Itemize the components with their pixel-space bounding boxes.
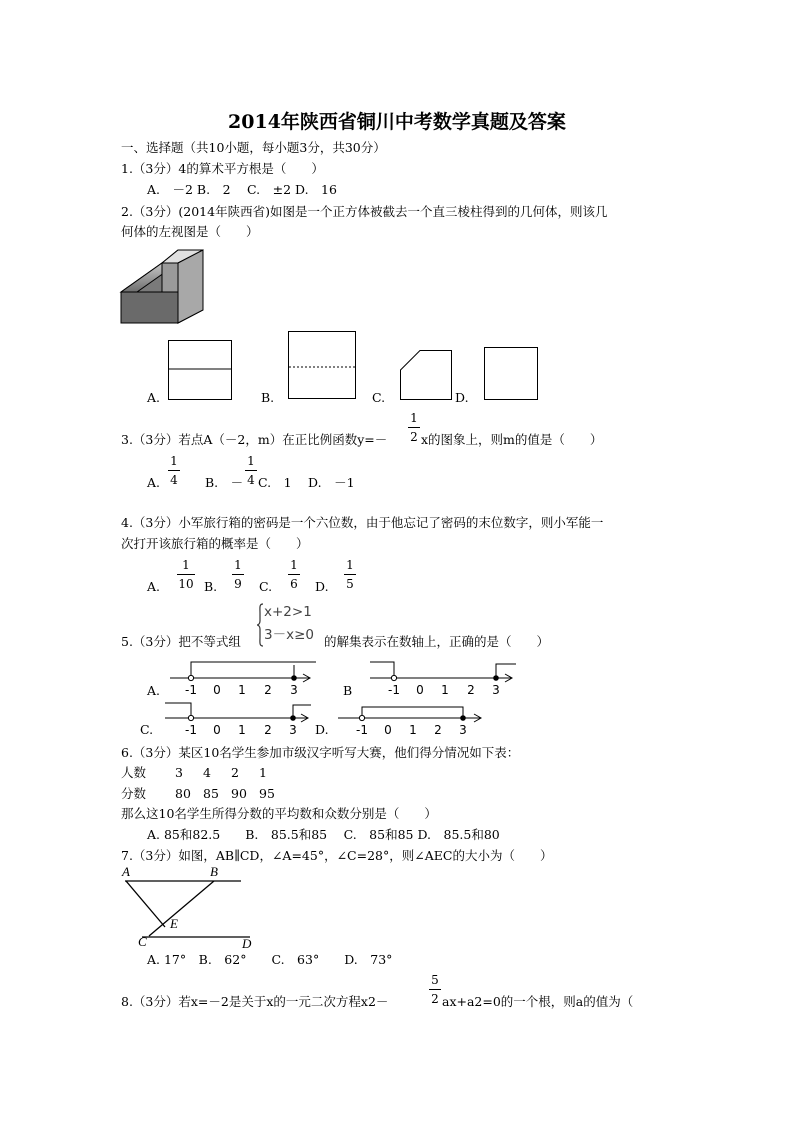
q2-option-d-figure: [484, 347, 538, 400]
q5-option-b-label: B: [343, 683, 353, 698]
q3-option-a-label: A.: [147, 475, 161, 490]
q4-option-c-bar: [288, 574, 300, 575]
q4-option-d-denominator: 5: [346, 577, 354, 591]
tick-label: 3: [289, 723, 297, 737]
point-label: C: [138, 934, 147, 949]
q3-option-a-denominator: 4: [170, 473, 178, 487]
q1-options: A. －2 B. 2 C. ±2 D. 16: [147, 182, 337, 197]
q7-stem: 7.（3分）如图，AB∥CD，∠A=45°，∠C=28°，则∠AEC的大小为（ ）: [121, 848, 553, 863]
q2-option-d-label: D.: [455, 390, 469, 405]
q6-cell: 85: [203, 786, 219, 801]
q4-stem-line1: 4.（3分）小军旅行箱的密码是一个六位数，由于他忘记了密码的末位数字，则小军能一: [121, 515, 604, 530]
q5-option-d-numberline: [338, 699, 488, 739]
q5-option-a-label: A.: [147, 683, 161, 698]
q6-cell: 4: [203, 765, 211, 780]
q8-stem-end: ax+a2=0的一个根，则a的值为（: [442, 994, 634, 1009]
q6-question: 那么这10名学生所得分数的平均数和众数分别是（ ）: [121, 806, 437, 821]
q6-row1-header: 人数: [121, 765, 147, 780]
tick-label: 3: [492, 683, 500, 697]
q2-stem-line1: 2.（3分）(2014年陕西省)如图是一个正方体被截去一个直三棱柱得到的几何体，则该几: [121, 204, 608, 219]
page-title: 2014年陕西省铜川中考数学真题及答案: [228, 111, 566, 133]
point-label: D: [242, 936, 252, 951]
tick-label: -1: [185, 723, 197, 737]
q5-option-a-numberline: [170, 659, 320, 699]
q4-option-a-label: A.: [147, 579, 161, 594]
q2-option-b-label: B.: [261, 390, 275, 405]
tick-label: 1: [409, 723, 417, 737]
tick-label: -1: [185, 683, 197, 697]
q8-stem-start: 8.（3分）若x=－2是关于x的一元二次方程x2－: [121, 994, 389, 1009]
q5-option-b-numberline: [370, 659, 520, 699]
q6-cell: 2: [231, 765, 239, 780]
q2-option-c-label: C.: [372, 390, 386, 405]
q4-option-b-numerator: 1: [234, 558, 242, 572]
section-heading: 一、选择题（共10小题，每小题3分，共30分）: [121, 140, 386, 155]
q5-stem-end: 的解集表示在数轴上，正确的是（ ）: [324, 634, 550, 649]
q4-option-b-denominator: 9: [234, 577, 242, 591]
q2-option-a-label: A.: [147, 390, 161, 405]
q4-option-c-label: C.: [259, 579, 273, 594]
q3-option-a-bar: [168, 470, 180, 471]
tick-label: 3: [290, 683, 298, 697]
tick-label: 0: [213, 723, 221, 737]
tick-label: 0: [213, 683, 221, 697]
q4-option-d-label: D.: [315, 579, 329, 594]
tick-label: 0: [384, 723, 392, 737]
q3-option-b-denominator: 4: [247, 473, 255, 487]
q4-option-b-label: B.: [204, 579, 218, 594]
q5-option-c-label: C.: [140, 722, 154, 737]
q6-cell: 80: [175, 786, 191, 801]
q5-inequality-2: 3－x≥0: [264, 627, 314, 643]
q6-cell: 95: [259, 786, 275, 801]
q8-fraction-bar: [429, 989, 441, 990]
tick-label: 0: [416, 683, 424, 697]
q7-options: A. 17° B. 62° C. 63° D. 73°: [147, 952, 393, 967]
q6-cell: 3: [175, 765, 183, 780]
q8-fraction-denominator: 2: [431, 992, 439, 1006]
q3-option-b-numerator: 1: [247, 454, 255, 468]
q6-stem: 6.（3分）某区10名学生参加市级汉字听写大赛，他们得分情况如下表：: [121, 745, 520, 760]
q5-option-d-label: D.: [315, 722, 329, 737]
q5-option-c-numberline: [165, 699, 315, 739]
q6-cell: 1: [259, 765, 267, 780]
point-label: B: [210, 864, 218, 879]
tick-label: 1: [441, 683, 449, 697]
q4-option-b-bar: [232, 574, 244, 575]
tick-label: -1: [356, 723, 368, 737]
q4-option-a-denominator: 10: [178, 577, 194, 591]
tick-label: 1: [238, 683, 246, 697]
q2-option-a-figure: [168, 340, 232, 400]
q3-option-a-numerator: 1: [170, 454, 178, 468]
tick-label: 2: [264, 723, 272, 737]
q3-stem-start: 3.（3分）若点A（－2，m）在正比例函数y=－: [121, 432, 388, 447]
q8-fraction-numerator: 5: [431, 973, 439, 987]
tick-label: -1: [388, 683, 400, 697]
q2-option-c-figure: [400, 350, 452, 400]
q4-option-c-denominator: 6: [290, 577, 298, 591]
q6-row2-header: 分数: [121, 786, 147, 801]
q3-option-b-bar: [245, 470, 257, 471]
q4-option-a-numerator: 1: [182, 558, 190, 572]
q5-system-brace: [256, 603, 264, 647]
tick-label: 3: [459, 723, 467, 737]
q1-stem: 1.（3分）4的算术平方根是（ ）: [121, 161, 324, 176]
tick-label: 2: [264, 683, 272, 697]
q5-stem-start: 5.（3分）把不等式组: [121, 634, 241, 649]
q3-option-b-label: B. －: [205, 475, 244, 490]
q4-stem-line2: 次打开该旅行箱的概率是（ ）: [121, 536, 309, 551]
q5-inequality-1: x+2>1: [264, 604, 312, 620]
tick-label: 2: [467, 683, 475, 697]
q3-options-rest: C. 1 D. －1: [258, 475, 355, 490]
q6-options: A. 85和82.5 B. 85.5和85 C. 85和85 D. 85.5和80: [147, 827, 500, 842]
q6-cell: 90: [231, 786, 247, 801]
q4-option-d-numerator: 1: [346, 558, 354, 572]
q4-option-c-numerator: 1: [290, 558, 298, 572]
q3-stem-end: x的图象上，则m的值是（ ）: [421, 432, 603, 447]
point-label: A: [122, 864, 130, 879]
point-label: E: [170, 916, 178, 931]
tick-label: 1: [238, 723, 246, 737]
q3-fraction-numerator: 1: [410, 411, 418, 425]
q3-fraction-bar: [408, 427, 420, 428]
q2-option-b-figure: [288, 331, 356, 399]
cube-solid-figure: [118, 248, 206, 326]
q7-parallel-lines-figure: [118, 864, 258, 950]
q4-option-d-bar: [344, 574, 356, 575]
q2-stem-line2: 何体的左视图是（ ）: [121, 224, 259, 239]
tick-label: 2: [434, 723, 442, 737]
q4-option-a-bar: [177, 574, 195, 575]
q3-fraction-denominator: 2: [410, 430, 418, 444]
